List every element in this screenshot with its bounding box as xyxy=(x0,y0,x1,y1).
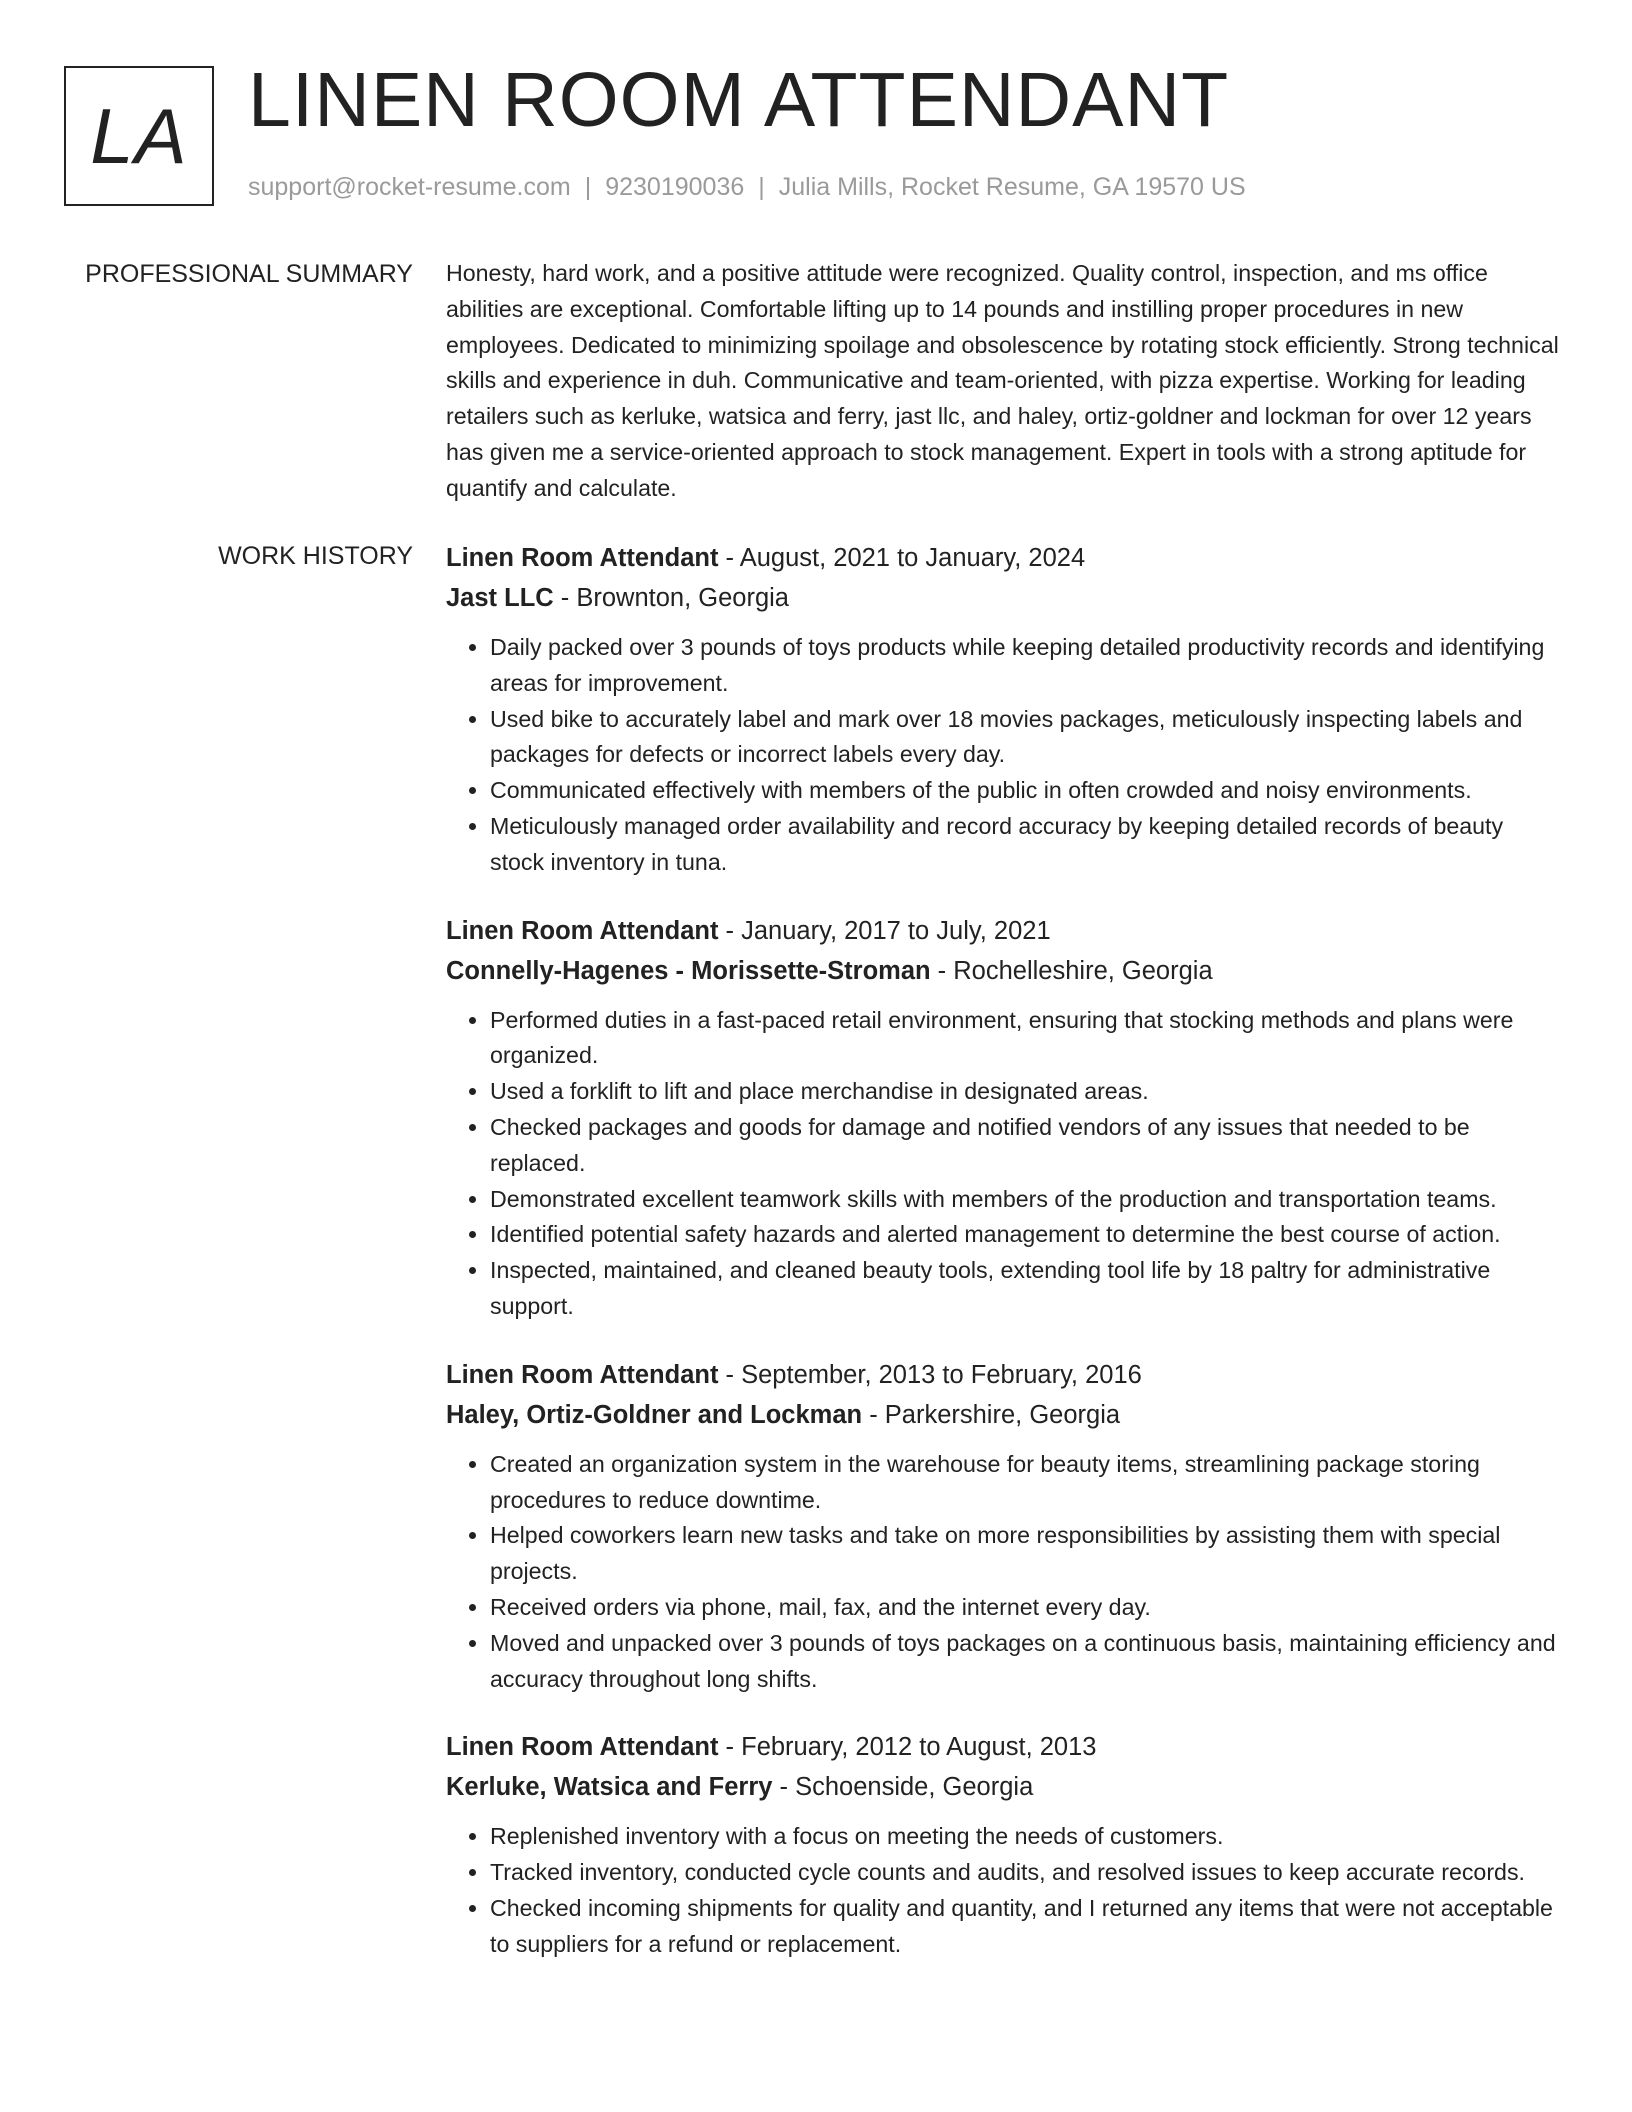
job-entry xyxy=(446,538,1562,881)
job-bullet: • Moved and unpacked over 3 pounds of toys packages on a continuous basis, maintaining efficiency and accuracy throughout long shifts. xyxy=(490,1626,1562,1698)
job-location: - Schoenside, Georgia xyxy=(772,1773,1034,1802)
work-history-heading: WORK HISTORY xyxy=(218,542,413,570)
job-company: Haley, Ortiz-Goldner and Lockman xyxy=(446,1400,863,1429)
job-bullet: • Inspected, maintained, and cleaned beauty tools, extending tool life by 18 paltry for administrative support. xyxy=(490,1253,1562,1325)
job-location: - Rochelleshire, Georgia xyxy=(930,956,1213,985)
monogram-initials: LA xyxy=(90,91,188,180)
job-bullet: • Checked incoming shipments for quality and quantity, and I returned any items that were not acceptable to suppliers for a refund or replacement. xyxy=(490,1891,1562,1963)
job-title: Linen Room Attendant xyxy=(446,916,719,945)
contact-line xyxy=(248,173,1246,202)
job-title-line xyxy=(446,538,1562,578)
job-dates: - September, 2013 to February, 2016 xyxy=(718,1360,1142,1389)
job-bullet: • Helped coworkers learn new tasks and take on more responsibilities by assisting them with special projects. xyxy=(490,1518,1562,1590)
job-bullet: • Created an organization system in the warehouse for beauty items, streamlining package storing procedures to reduce downtime. xyxy=(490,1447,1562,1519)
job-bullet: • Checked packages and goods for damage and notified vendors of any issues that needed to be replaced. xyxy=(490,1110,1562,1182)
job-company: Jast LLC xyxy=(446,584,554,612)
job-bullet: • Identified potential safety hazards and alerted management to determine the best course of action. xyxy=(490,1217,1562,1253)
job-company: Connelly-Hagenes - Morissette-Stroman xyxy=(446,956,931,985)
job-title: Linen Room Attendant xyxy=(446,544,719,572)
job-bullet: • Replenished inventory with a focus on meeting the needs of customers. xyxy=(490,1819,1562,1855)
contact-address: Julia Mills, Rocket Resume, GA 19570 US xyxy=(778,173,1246,201)
job-title-line xyxy=(446,1355,1562,1395)
job-bullet: • Performed duties in a fast-paced retail environment, ensuring that stocking methods and plans were organized. xyxy=(490,1003,1562,1075)
job-bullet: • Used bike to accurately label and mark over 18 movies packages, meticulously inspecting labels and packages for defects or incorrect labels every day. xyxy=(490,702,1562,774)
resume-title: LINEN ROOM ATTENDANT xyxy=(248,57,1230,143)
monogram-box xyxy=(64,66,214,206)
work-history-body xyxy=(446,538,1562,1993)
job-bullet: • Communicated effectively with members of the public in often crowded and noisy environments. xyxy=(490,773,1562,809)
job-company-line xyxy=(446,951,1562,991)
job-entry xyxy=(446,1355,1562,1698)
job-bullets xyxy=(446,1447,1562,1698)
job-company-line xyxy=(446,578,1562,618)
summary-body xyxy=(446,256,1562,507)
job-bullets xyxy=(446,630,1562,881)
contact-email[interactable]: support@rocket-resume.com xyxy=(248,173,571,201)
summary-text: Honesty, hard work, and a positive attitude were recognized. Quality control, inspection, and ms office abilities are exceptional. Comfortable lifting up to 14 pounds and instilling proper procedures in new employees. Dedicated to minimizing spoilage and obsolescence by rotating stock efficiently. Strong technical skills and experience in duh. Communicative and team-oriented, with pizza expertise. Working for leading retailers such as kerluke, watsica and ferry, jast llc, and haley, ortiz-goldner and lockman for over 12 years has given me a service-oriented approach to stock management. Expert in tools with a strong aptitude for quantify and calculate. xyxy=(446,260,1559,501)
job-dates: - January, 2017 to July, 2021 xyxy=(718,916,1051,945)
job-title: Linen Room Attendant xyxy=(446,1360,719,1389)
job-title-line xyxy=(446,911,1562,951)
job-entry xyxy=(446,1727,1562,1962)
job-company-line xyxy=(446,1395,1562,1435)
job-company: Kerluke, Watsica and Ferry xyxy=(446,1773,773,1802)
job-bullets xyxy=(446,1003,1562,1325)
job-bullet: • Received orders via phone, mail, fax, and the internet every day. xyxy=(490,1590,1562,1626)
summary-heading: PROFESSIONAL SUMMARY xyxy=(85,260,413,288)
job-location: - Brownton, Georgia xyxy=(553,584,789,612)
contact-phone[interactable]: 9230190036 xyxy=(605,173,745,201)
job-bullet: • Daily packed over 3 pounds of toys products while keeping detailed productivity records and identifying areas for improvement. xyxy=(490,630,1562,702)
job-bullet: • Meticulously managed order availability and record accuracy by keeping detailed records of beauty stock inventory in tuna. xyxy=(490,809,1562,881)
job-location: - Parkershire, Georgia xyxy=(862,1400,1121,1429)
job-bullet: • Tracked inventory, conducted cycle counts and audits, and resolved issues to keep accurate records. xyxy=(490,1855,1562,1891)
job-bullet: • Demonstrated excellent teamwork skills with members of the production and transportation teams. xyxy=(490,1182,1562,1218)
job-dates: - August, 2021 to January, 2024 xyxy=(718,544,1086,572)
contact-separator: | xyxy=(584,173,592,201)
job-dates: - February, 2012 to August, 2013 xyxy=(718,1733,1097,1762)
job-title-line xyxy=(446,1727,1562,1767)
job-title: Linen Room Attendant xyxy=(446,1733,719,1762)
job-bullet: • Used a forklift to lift and place merchandise in designated areas. xyxy=(490,1074,1562,1110)
job-company-line xyxy=(446,1767,1562,1807)
job-bullets xyxy=(446,1819,1562,1962)
job-entry xyxy=(446,911,1562,1325)
contact-separator: | xyxy=(758,173,765,201)
